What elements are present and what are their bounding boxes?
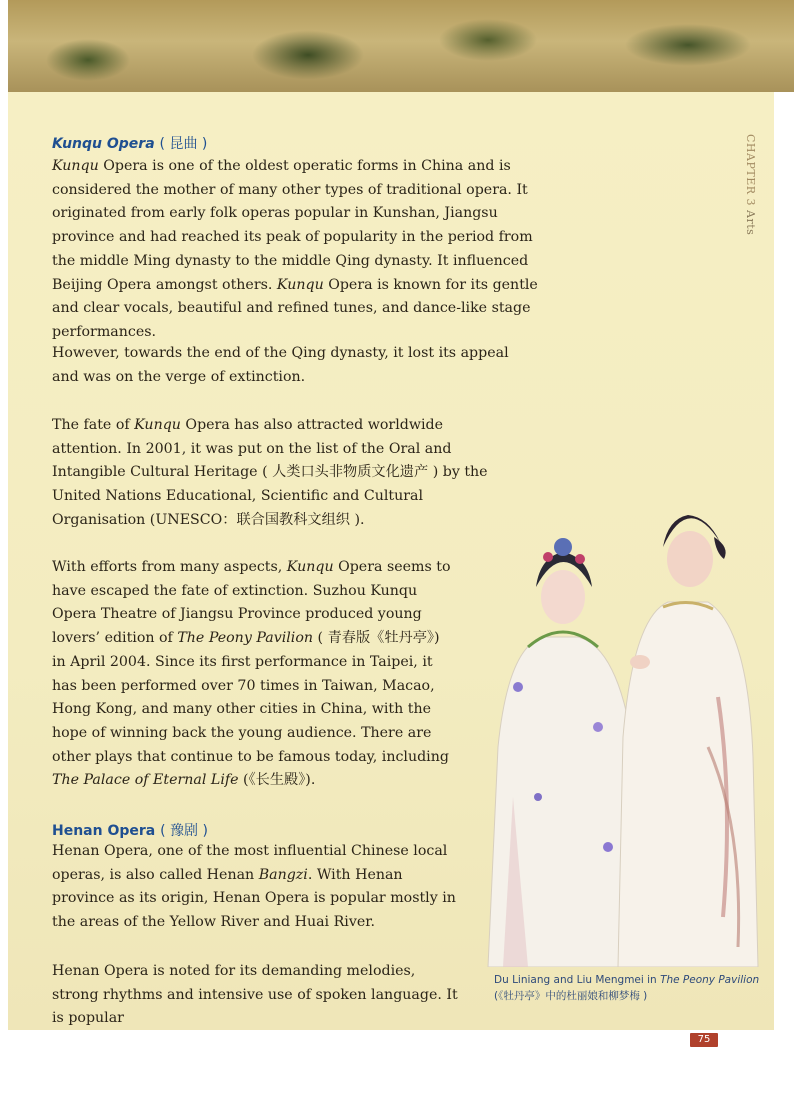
kunqu-paragraph-3: The fate of Kunqu Opera has also attracted worldwide attention. In 2001, it was put on the list of the Oral and Intangible Cultural Heritage ( 人类口头非物质文化遗产 ) by the United Nations Educational, Scientific and Cultural Organisation (UNESCO：联合国教科文组织 ).: [52, 417, 488, 528]
photo-caption: [494, 972, 784, 1004]
opera-performers-photo: [468, 497, 760, 967]
heading-chinese: ( 昆曲 ): [159, 136, 208, 152]
heading-chinese: ( 豫剧 ): [160, 823, 208, 839]
section-heading-henan: Henan Opera ( 豫剧 ): [52, 823, 208, 839]
section-heading-kunqu: Kunqu Opera ( 昆曲 ): [52, 136, 208, 152]
kunqu-paragraph-1: Kunqu Opera is one of the oldest operatic forms in China and is considered the mother of many other types of traditional opera. It originated from early folk operas popular in Kunshan, Jiangsu province and had reached its peak of popularity in the period from the middle Ming dynasty to the middle Qing dynasty. It influenced Beijing Opera amongst others. Kunqu Opera is known for its gentle and clear vocals, beautiful and refined tunes, and dance-like stage performances.: [52, 158, 538, 340]
chapter-sidebar-label: [744, 134, 757, 235]
henan-paragraph-1: Henan Opera, one of the most influential Chinese local operas, is also called Henan Bangzi. With Henan province as its origin, Henan Opera is popular mostly in the areas of the Yellow River and Huai River.: [52, 843, 456, 931]
chapter-number: CHAPTER 3: [744, 134, 757, 206]
page-number: 75: [690, 1033, 718, 1047]
kunqu-paragraph-4: With efforts from many aspects, Kunqu Opera seems to have escaped the fate of extinction. Suzhou Kunqu Opera Theatre of Jiangsu Province produced young lovers’ edition of The Peony Pavilion ( 青春版《牡丹亭》) in April 2004. Since its first performance in Taipei, it has been performed over 70 times in Taiwan, Macao, Hong Kong, and many other cities in China, with the hope of winning back the young audience. There are other plays that continue to be famous today, including The Palace of Eternal Life (《长生殿》).: [52, 559, 451, 789]
caption-english: Du Liniang and Liu Mengmei in The Peony Pavilion: [494, 974, 760, 986]
caption-chinese: (《牡丹亭》中的杜丽娘和柳梦梅 ): [494, 990, 648, 1002]
henan-paragraph-2: Henan Opera is noted for its demanding melodies, strong rhythms and intensive use of spoken language. It is popular: [52, 963, 458, 1027]
landscape-painting-banner: [8, 0, 794, 92]
chapter-subject: Arts: [744, 210, 757, 236]
kunqu-paragraph-2: However, towards the end of the Qing dynasty, it lost its appeal and was on the verge of extinction.: [52, 345, 509, 385]
